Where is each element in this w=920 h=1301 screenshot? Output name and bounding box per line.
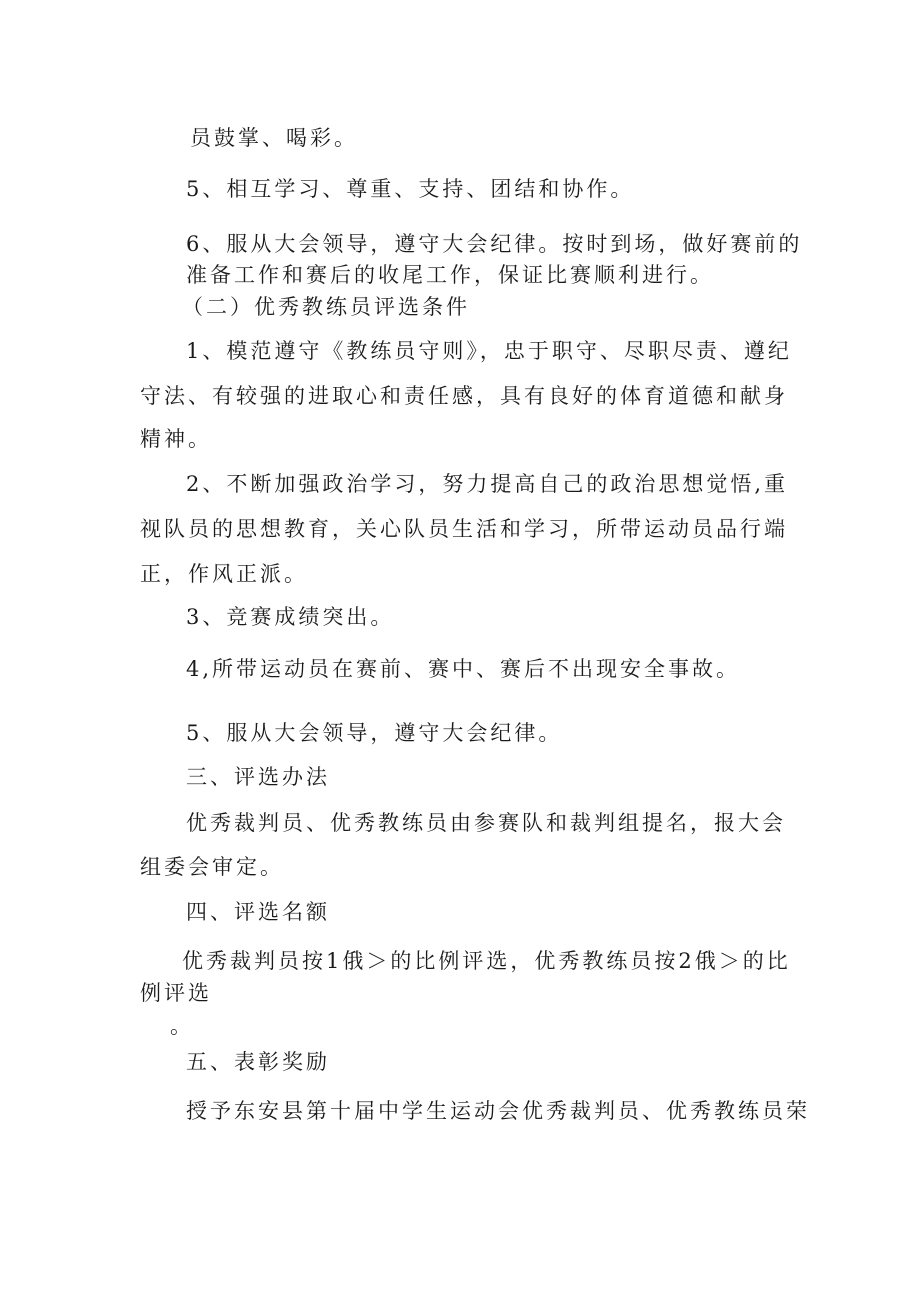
section-heading: 五、表彰奖励 — [186, 1050, 330, 1074]
text-line: 员鼓掌、喝彩。 — [190, 126, 358, 150]
text-line: 准备工作和赛后的收尾工作，保证比赛顺利进行。 — [186, 263, 714, 287]
text-line: 守法、有较强的进取心和责任感，具有良好的体育道德和献身 — [140, 384, 788, 408]
text-line: 优秀裁判员按1俄＞的比例评选，优秀教练员按2俄＞的比 — [182, 949, 791, 973]
section-heading: 四、评选名额 — [186, 900, 330, 924]
text-line: 1、模范遵守《教练员守则》，忠于职守、尽职尽责、遵纪 — [186, 339, 792, 363]
section-heading: （二）优秀教练员评选条件 — [182, 295, 470, 319]
text-line: 5、服从大会领导，遵守大会纪律。 — [186, 721, 563, 745]
text-line: 视队员的思想教育，关心队员生活和学习，所带运动员品行端 — [140, 517, 788, 541]
text-line: 。 — [170, 1014, 194, 1038]
text-line: 5、相互学习、尊重、支持、团结和协作。 — [186, 177, 635, 201]
text-line: 6、服从大会领导，遵守大会纪律。按时到场，做好赛前的 — [186, 232, 803, 256]
text-line: 4,所带运动员在赛前、赛中、赛后不出现安全事故。 — [186, 657, 741, 681]
section-heading: 三、评选办法 — [186, 765, 330, 789]
text-line: 正，作风正派。 — [140, 562, 308, 586]
text-line: 3、竞赛成绩突出。 — [186, 605, 395, 629]
text-line: 授予东安县第十届中学生运动会优秀裁判员、优秀教练员荣 — [186, 1099, 810, 1123]
text-line: 2、不断加强政治学习，努力提高自己的政治思想觉悟,重 — [186, 472, 789, 496]
text-line: 优秀裁判员、优秀教练员由参赛队和裁判组提名，报大会 — [186, 811, 786, 835]
text-line: 例评选 — [140, 981, 212, 1005]
text-line: 精神。 — [140, 427, 212, 451]
text-line: 组委会审定。 — [140, 855, 284, 879]
